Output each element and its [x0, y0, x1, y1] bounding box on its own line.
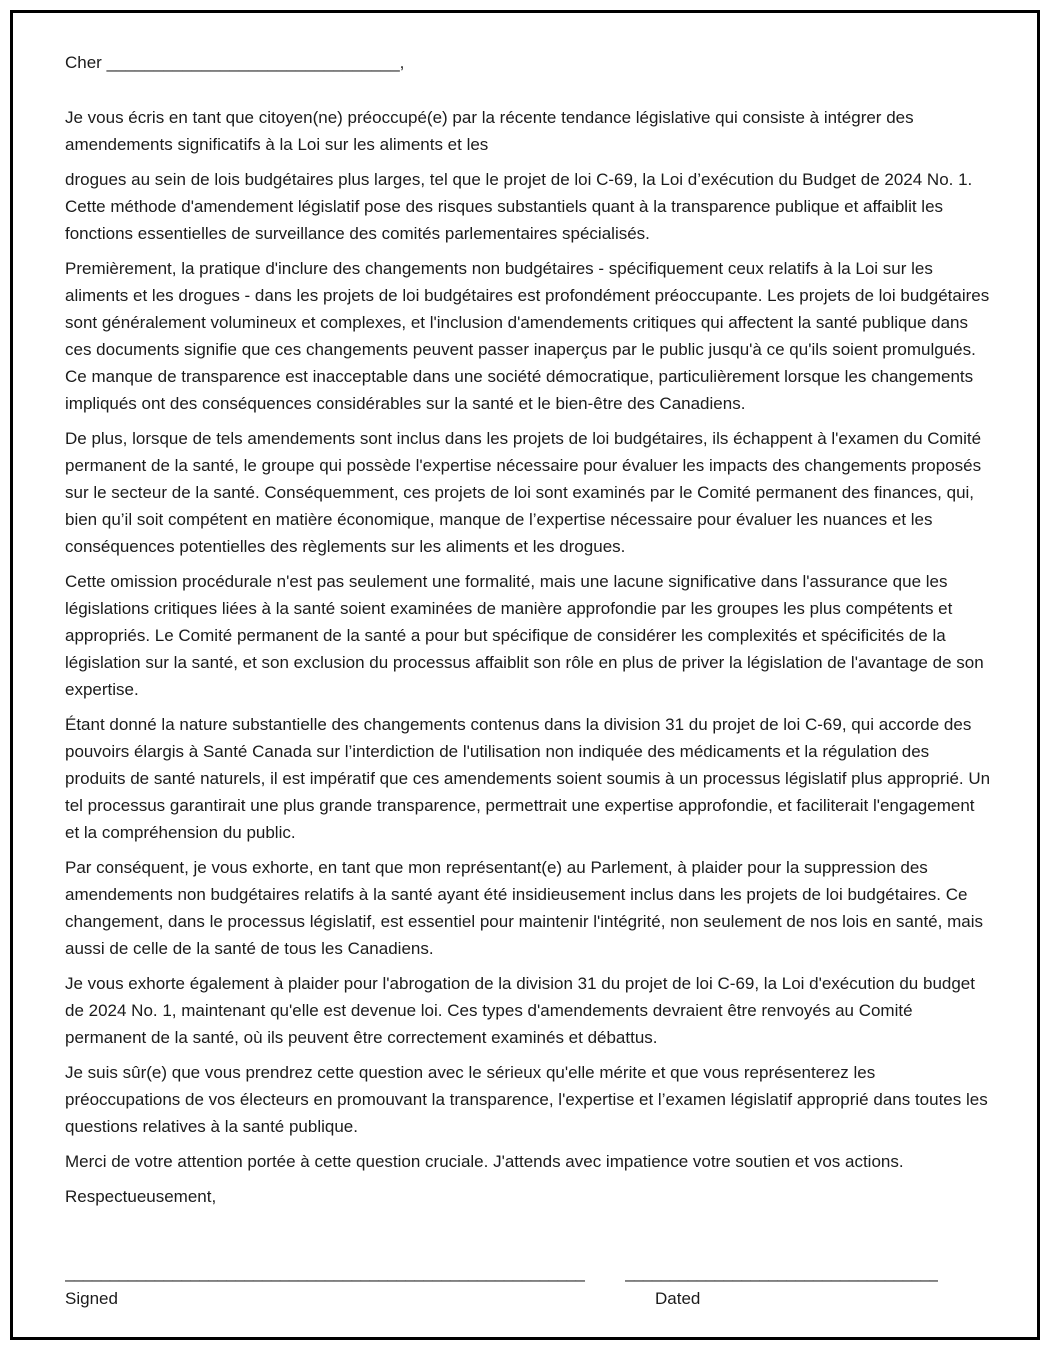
letter-paragraph: Étant donné la nature substantielle des changements contenus dans la division 31 du projet de loi C-69, qui accorde des pouvoirs élargis à Santé Canada sur l’interdiction de l'utilisation non indiquée des médicaments et la régulation des produits de santé naturels, il est impératif que ces amendements soient soumis à un processus législatif plus approprié. Un tel processus garantirait une plus grande transparence, permettrait une expertise approfondie, et faciliterait l'engagement et la compréhension du public.: [65, 715, 991, 842]
letter-content: [13, 13, 1037, 1312]
dated-blank-line: ___________________________________: [625, 1263, 939, 1282]
dated-label: Dated: [655, 1289, 701, 1308]
letter-paragraph: Je vous écris en tant que citoyen(ne) préoccupé(e) par la récente tendance législative qui consiste à intégrer des amendements significatifs à la Loi sur les aliments et les: [65, 108, 914, 154]
letter-paragraph: Je suis sûr(e) que vous prendrez cette question avec le sérieux qu'elle mérite et que vous représenterez les préoccupations de vos électeurs en promouvant la transparence, l'expertise et l’examen législatif approprié dans toutes les questions relatives à la santé publique.: [65, 1063, 988, 1136]
dated-column: [625, 1262, 938, 1312]
letter-paragraph: Merci de votre attention portée à cette question cruciale. J'attends avec impatience votre soutien et vos actions.: [65, 1152, 904, 1171]
letter-paragraph: drogues au sein de lois budgétaires plus larges, tel que le projet de loi C-69, la Loi d’exécution du Budget de 2024 No. 1. Cette méthode d'amendement législatif pose des risques substantiels quant à la transparence publique et affaiblit les fonctions essentielles de surveillance des comités parlementaires spécialisés.: [65, 170, 973, 243]
letter-paragraph: Par conséquent, je vous exhorte, en tant que mon représentant(e) au Parlement, à plaider pour la suppression des amendements non budgétaires relatifs à la santé ayant été insidieusement inclus dans les projets de loi budgétaires. Ce changement, dans le processus législatif, est essentiel pour maintenir l'intégrité, non seulement de nos lois en santé, mais aussi de celle de la santé de tous les Canadiens.: [65, 858, 983, 958]
letter-body: [65, 104, 992, 1175]
signed-label: Signed: [65, 1289, 118, 1308]
letter-paragraph: Je vous exhorte également à plaider pour l'abrogation de la division 31 du projet de loi C-69, la Loi d'exécution du budget de 2024 No. 1, maintenant qu'elle est devenue loi. Ces types d'amendements devraient être renvoyés au Comité permanent de la santé, où ils peuvent être correctement examinés et débattus.: [65, 974, 975, 1047]
letter-paragraph: Cette omission procédurale n'est pas seulement une formalité, mais une lacune significative dans l'assurance que les législations critiques liées à la santé soient examinées de manière approfondie par les groupes les plus compétents et appropriés. Le Comité permanent de la santé a pour but spécifique de considérer les complexités et spécificités de la législation sur la santé, et son exclusion du processus affaiblit son rôle en plus de priver la législation de l'avantage de son expertise.: [65, 572, 984, 699]
letter-paragraph: Premièrement, la pratique d'inclure des changements non budgétaires - spécifiquement ceux relatifs à la Loi sur les aliments et les drogues - dans les projets de loi budgétaires est profondément préoccupante. Les projets de loi budgétaires sont généralement volumineux et complexes, et l'inclusion d'amendements critiques qui affectent la santé publique dans ces documents signifie que ces changements peuvent passer inaperçus par le public jusqu'à ce qu'ils soient promulgués. Ce manque de transparence est inacceptable dans une société démocratique, particulièrement lorsque les changements impliqués ont des conséquences considérables sur la santé et le bien-être des Canadiens.: [65, 259, 990, 413]
signed-blank-line: __________________________________________________________: [65, 1263, 585, 1282]
letter-page: [10, 10, 1040, 1340]
salutation-line: Cher _______________________________,: [65, 53, 405, 72]
closing-line: Respectueusement,: [65, 1187, 217, 1206]
signature-block: [65, 1262, 992, 1312]
signed-column: [65, 1262, 625, 1312]
letter-paragraph: De plus, lorsque de tels amendements sont inclus dans les projets de loi budgétaires, ils échappent à l'examen du Comité permanent de la santé, le groupe qui possède l'expertise nécessaire pour évaluer les impacts des changements proposés sur le secteur de la santé. Conséquemment, ces projets de loi sont examinés par le Comité permanent des finances, qui, bien qu’il soit compétent en matière économique, manque de l’expertise nécessaire pour évaluer les nuances et les conséquences potentielles des règlements sur les aliments et les drogues.: [65, 429, 982, 556]
